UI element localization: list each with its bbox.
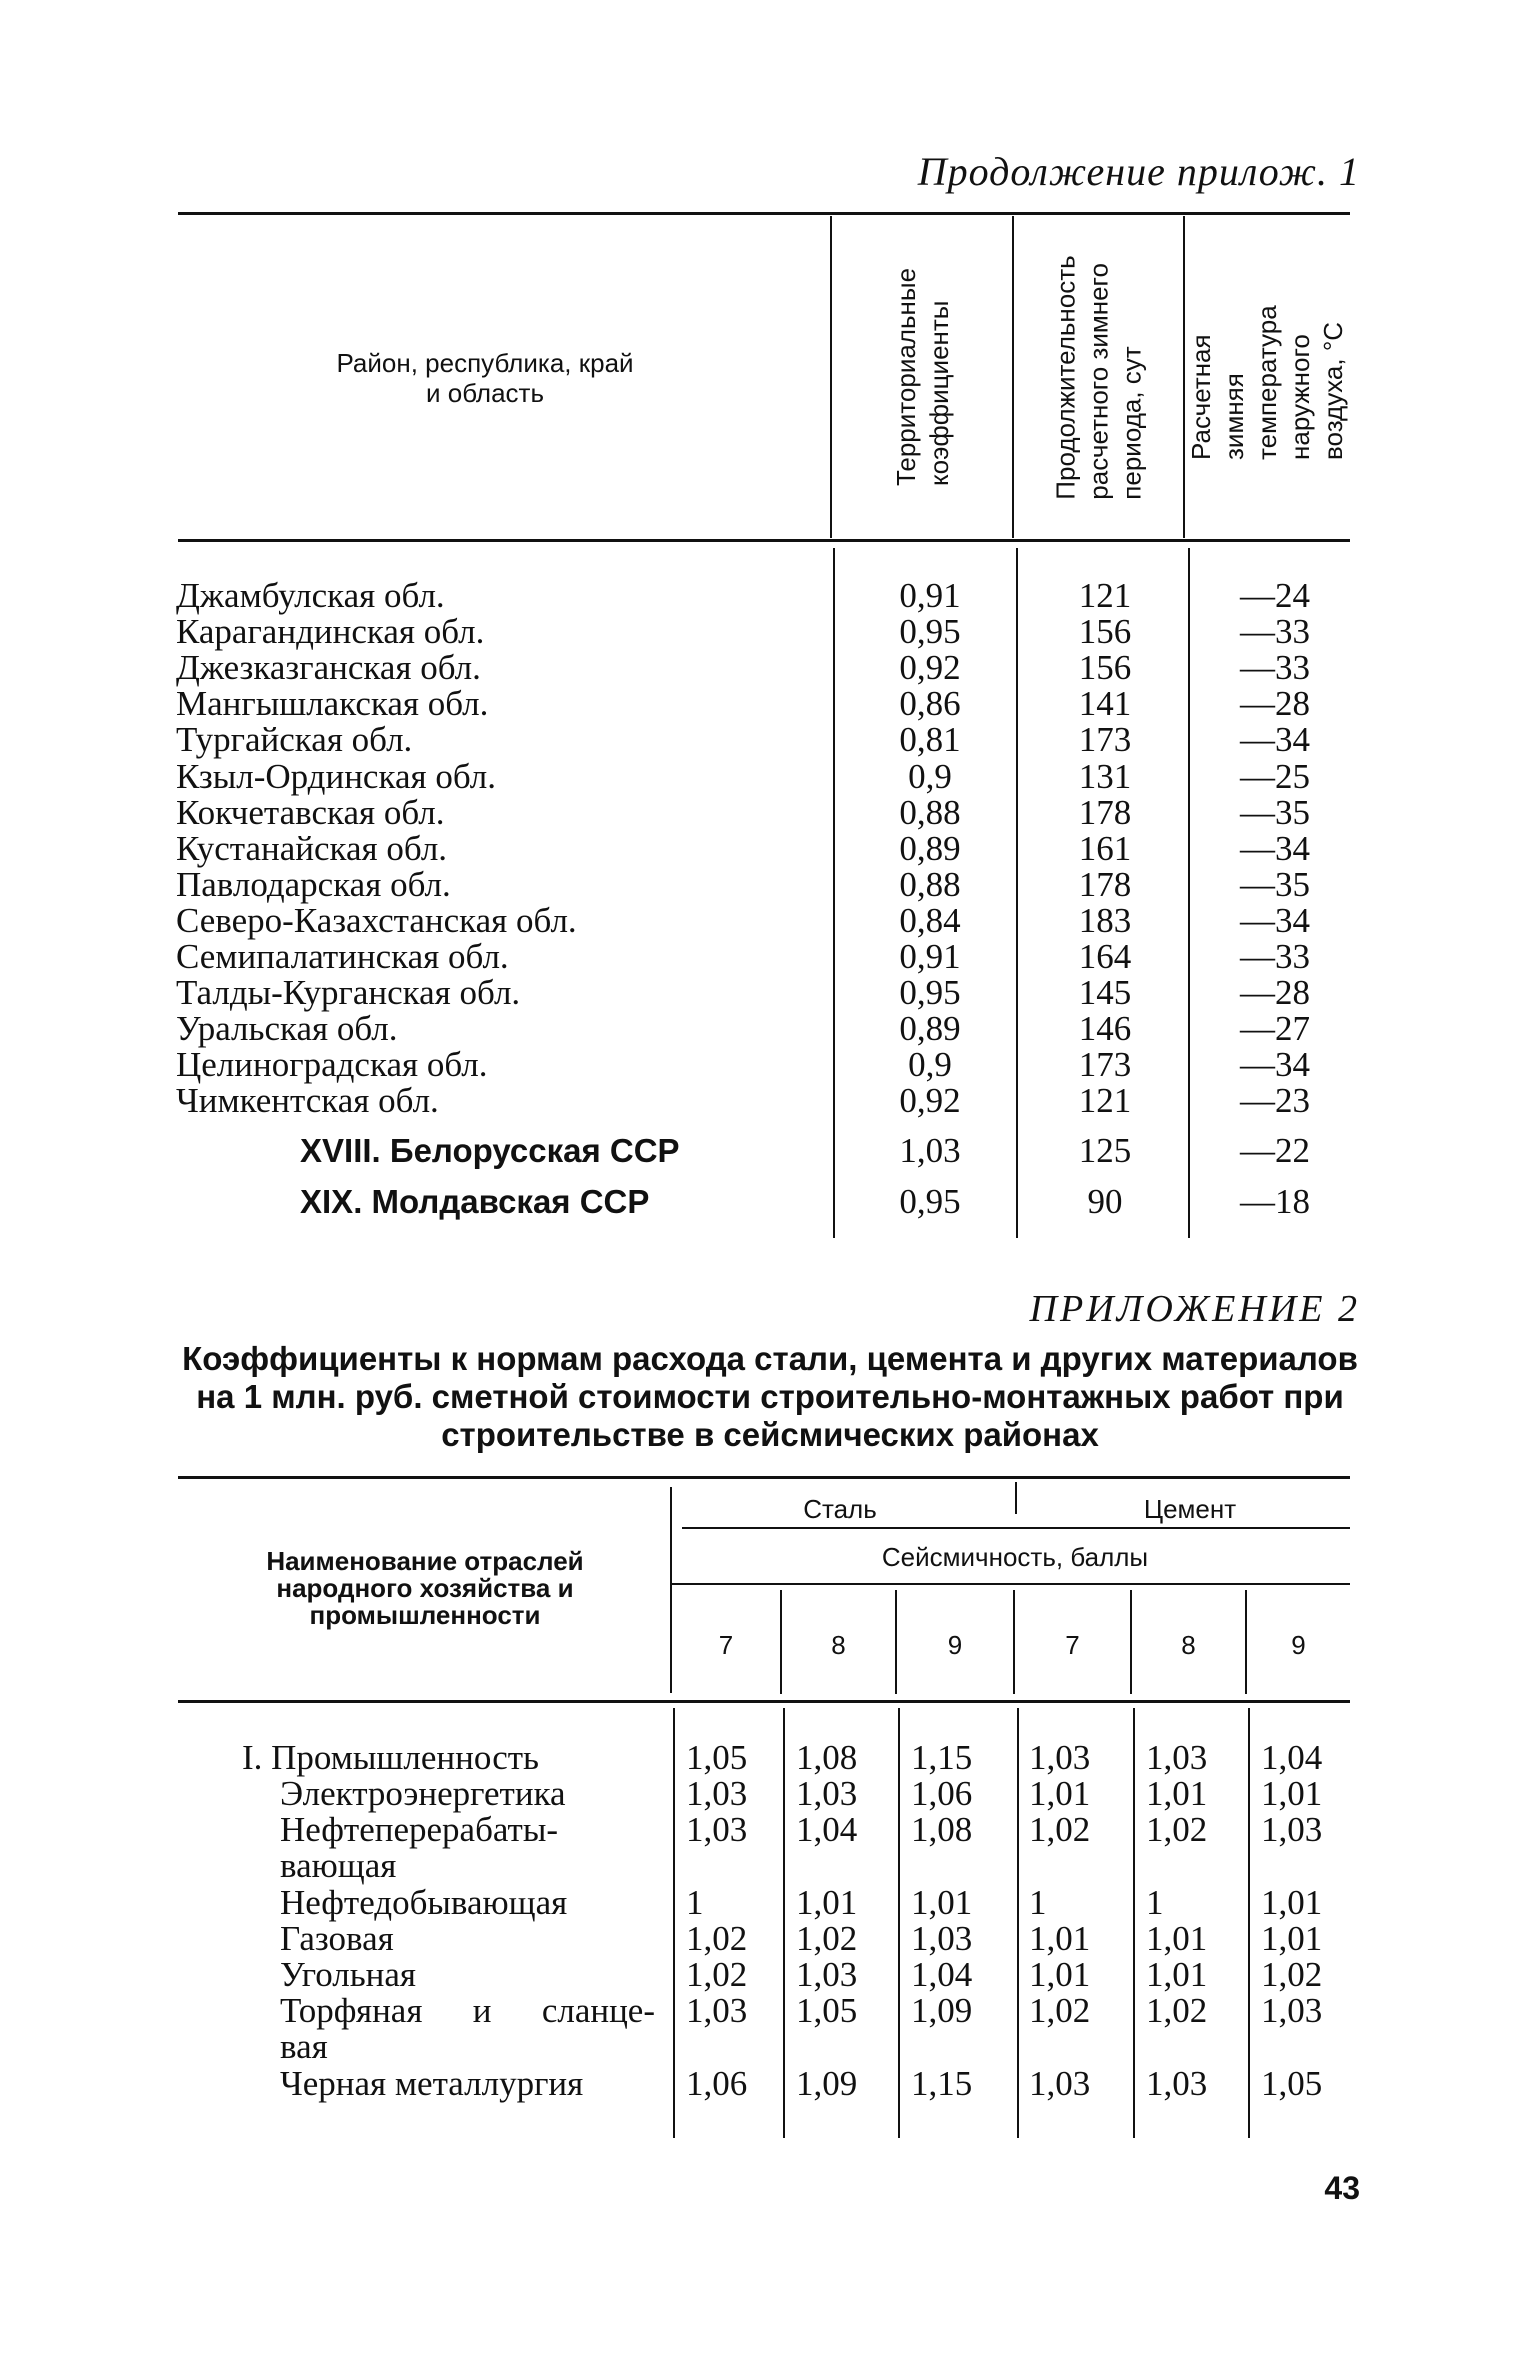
coef-value: 0,91 (899, 937, 961, 976)
temperature-value: —35 (1240, 864, 1310, 904)
duration-value: 125 (1078, 1131, 1132, 1170)
duration-value: 178 (1078, 864, 1132, 904)
table2-col-sep (673, 1708, 675, 2138)
branch-name: Нефтедобывающая (280, 1883, 568, 1922)
duration-value: 173 (1078, 1045, 1132, 1085)
table1-header-rule (178, 539, 1350, 542)
coefficient-value: 1,09 (911, 1991, 973, 2030)
seismic-level: 8 (1181, 1630, 1196, 1660)
coefficient-value: 1,08 (796, 1738, 858, 1777)
coefficient-value: 1,03 (1146, 1738, 1208, 1777)
coefficient-value: 1,06 (911, 1774, 973, 1813)
page-number: 43 (1324, 2170, 1360, 2206)
appendix-title-line: Коэффициенты к нормам расхода стали, цемента и других материалов (182, 1340, 1358, 1377)
branch-name: Газовая (280, 1919, 394, 1958)
coef-value: 0,9 (908, 756, 952, 796)
region-name: Кзыл-Ординская обл. (176, 756, 496, 796)
temperature-value: —24 (1240, 576, 1310, 615)
temperature-value: —25 (1240, 756, 1310, 796)
seismic-level: 9 (1291, 1630, 1306, 1660)
coefficient-value: 1,03 (1261, 1810, 1323, 1849)
region-name: Талды-Курганская обл. (176, 973, 521, 1013)
region-name: Семипалатинская обл. (176, 937, 509, 976)
branch-name: Электроэнергетика (280, 1774, 566, 1813)
coefficient-value: 1,02 (1029, 1991, 1091, 2030)
temperature-value: —28 (1240, 973, 1310, 1013)
coefficient-value: 1,01 (1029, 1955, 1091, 1994)
region-name: Джамбулская обл. (176, 576, 445, 615)
temperature-value: —33 (1240, 648, 1310, 688)
coefficient-value: 1,04 (911, 1955, 973, 1994)
coefficient-value: 1,01 (1261, 1883, 1323, 1922)
branch-name: I. Промышленность (242, 1738, 540, 1777)
duration-value: 90 (1087, 1182, 1123, 1221)
coef-value: 0,81 (899, 720, 961, 760)
region-name: Карагандинская обл. (176, 612, 485, 652)
branch-name-continuation: вающая (280, 1846, 397, 1885)
coefficient-value: 1,03 (686, 1991, 748, 2030)
coefficient-value: 1,01 (1261, 1919, 1323, 1958)
temperature-value: —33 (1240, 612, 1310, 652)
table1-header-duration: Продолжительность расчетного зимнего периода, сут (1050, 254, 1147, 500)
duration-value: 173 (1078, 720, 1132, 760)
region-name: Уральская обл. (176, 1009, 398, 1049)
coefficient-value: 1,02 (1146, 1810, 1208, 1849)
branch-name: Угольная (280, 1955, 417, 1994)
branch-name: Черная металлургия (280, 2064, 584, 2103)
coef-value: 0,95 (899, 1182, 961, 1221)
region-name: Кустанайская обл. (176, 828, 448, 868)
table1-header-duration-cell (1014, 216, 1184, 538)
table2-header-steel: Сталь (803, 1494, 877, 1524)
temperature-value: —34 (1240, 900, 1310, 940)
temperature-value: —28 (1240, 684, 1310, 724)
coefficient-value: 1,03 (686, 1774, 748, 1813)
coefficient-value: 1,01 (1146, 1774, 1208, 1813)
duration-value: 121 (1078, 1081, 1132, 1121)
coefficient-value: 1,03 (1029, 2064, 1091, 2103)
appendix-title-line: строительстве в сейсмических районах (441, 1416, 1099, 1453)
coef-value: 0,95 (899, 612, 961, 652)
temperature-value: —27 (1240, 1009, 1310, 1049)
coef-value: 0,92 (899, 1081, 961, 1121)
temperature-value: —34 (1240, 1045, 1310, 1085)
coef-value: 0,89 (899, 828, 961, 868)
coefficient-value: 1,03 (1029, 1738, 1091, 1777)
table2-col-sep (898, 1708, 900, 2138)
coefficient-value: 1,06 (686, 2064, 748, 2103)
coefficient-value: 1,01 (1261, 1774, 1323, 1813)
coefficient-value: 1,03 (796, 1955, 858, 1994)
duration-value: 156 (1078, 648, 1132, 688)
table2-header-seismicity: Сейсмичность, баллы (881, 1542, 1149, 1572)
republic-name: XVIII. Белорусская ССР (300, 1132, 680, 1169)
temperature-value: —18 (1240, 1182, 1310, 1221)
duration-value: 141 (1078, 684, 1132, 724)
table1-col-sep (1016, 548, 1018, 1238)
duration-value: 121 (1078, 576, 1132, 615)
coefficient-value: 1,02 (1146, 1991, 1208, 2030)
seismic-level: 7 (718, 1630, 734, 1660)
appendix-label: ПРИЛОЖЕНИЕ 2 (1029, 1288, 1360, 1330)
duration-value: 131 (1078, 756, 1132, 796)
coefficient-value: 1 (1146, 1883, 1164, 1922)
coefficient-value: 1,02 (686, 1955, 748, 1994)
coefficient-value: 1,02 (1029, 1810, 1091, 1849)
coefficient-value: 1,03 (1146, 2064, 1208, 2103)
coef-value: 1,03 (899, 1131, 961, 1170)
coef-value: 0,89 (899, 1009, 961, 1049)
coefficient-value: 1,03 (686, 1810, 748, 1849)
coefficient-value: 1,02 (796, 1919, 858, 1958)
temperature-value: —23 (1240, 1081, 1310, 1121)
table2-col-sep (1248, 1708, 1250, 2138)
coefficient-value: 1,01 (1029, 1774, 1091, 1813)
duration-value: 178 (1078, 792, 1132, 832)
coefficient-value: 1,08 (911, 1810, 973, 1849)
coefficient-value: 1,15 (911, 2064, 973, 2103)
coefficient-value: 1,05 (796, 1991, 858, 2030)
coefficient-value: 1,01 (1146, 1919, 1208, 1958)
coef-value: 0,88 (899, 864, 961, 904)
coefficient-value: 1,01 (1146, 1955, 1208, 1994)
table1-col-sep (833, 548, 835, 1238)
region-name: Чимкентская обл. (176, 1081, 439, 1121)
table1-header-coef: Территориальные коэффициенты (891, 267, 955, 487)
table2-header-cement: Цемент (1143, 1494, 1237, 1524)
coef-value: 0,86 (899, 684, 961, 724)
coefficient-value: 1,02 (686, 1919, 748, 1958)
region-name: Целиноградская обл. (176, 1045, 488, 1085)
duration-value: 183 (1078, 900, 1132, 940)
coefficient-value: 1 (686, 1883, 704, 1922)
coefficient-value: 1,05 (1261, 2064, 1323, 2103)
table2-col-sep (1015, 1482, 1017, 1514)
table2-col-sep (1133, 1708, 1135, 2138)
coefficient-value: 1 (1029, 1883, 1047, 1922)
coef-value: 0,88 (899, 792, 961, 832)
seismic-level: 9 (947, 1630, 963, 1660)
duration-value: 156 (1078, 612, 1132, 652)
coefficient-value: 1,01 (796, 1883, 858, 1922)
region-name: Павлодарская обл. (176, 864, 451, 904)
region-name: Мангышлакская обл. (176, 684, 489, 724)
table2-col-sep (783, 1708, 785, 2138)
table2-header-branch: Наименование отраслей народного хозяйства и промышленности (266, 1546, 584, 1630)
region-name: Северо-Казахстанская обл. (176, 900, 577, 940)
temperature-value: —34 (1240, 720, 1310, 760)
coefficient-value: 1,02 (1261, 1955, 1323, 1994)
table1-header-region: Район, республика, край и область (336, 348, 634, 408)
region-name: Джезказганская обл. (176, 648, 481, 688)
republic-name: XIX. Молдавская ССР (300, 1183, 650, 1220)
region-name: Кокчетавская обл. (176, 792, 445, 832)
coefficient-value: 1,03 (796, 1774, 858, 1813)
coefficient-value: 1,04 (1261, 1738, 1323, 1777)
appendix-title (170, 1340, 1370, 1454)
coef-value: 0,95 (899, 973, 961, 1013)
temperature-value: —22 (1240, 1131, 1310, 1170)
duration-value: 145 (1078, 973, 1132, 1013)
table1-header-temperature: Расчетная зимняя температура наружного воздуха, °С (1186, 304, 1348, 460)
table2-top-rule (178, 1476, 1350, 1479)
coefficient-value: 1,05 (686, 1738, 748, 1777)
duration-value: 161 (1078, 828, 1132, 868)
table1-header-temperature-cell (1185, 216, 1350, 538)
appendix-title-line: на 1 млн. руб. сметной стоимости строительно-монтажных работ при (196, 1378, 1344, 1415)
duration-value: 164 (1078, 937, 1132, 976)
coefficient-value: 1,15 (911, 1738, 973, 1777)
temperature-value: —35 (1240, 792, 1310, 832)
table2-col-sep (1017, 1708, 1019, 2138)
table1-col-sep (1188, 548, 1190, 1238)
coefficient-value: 1,03 (911, 1919, 973, 1958)
coef-value: 0,91 (899, 576, 961, 615)
coef-value: 0,9 (908, 1045, 952, 1085)
coef-value: 0,92 (899, 648, 961, 688)
coefficient-value: 1,01 (911, 1883, 973, 1922)
coefficient-value: 1,01 (1029, 1919, 1091, 1958)
table2-seismic-rule (672, 1583, 1350, 1585)
table2-col-sep (670, 1487, 672, 1693)
coefficient-value: 1,04 (796, 1810, 858, 1849)
region-name: Тургайская обл. (176, 720, 413, 760)
table2-header-rule (178, 1700, 1350, 1703)
temperature-value: —34 (1240, 828, 1310, 868)
coef-value: 0,84 (899, 900, 961, 940)
table1-col-sep (830, 216, 832, 538)
branch-name-continuation: вая (280, 2027, 328, 2066)
seismic-level: 8 (831, 1630, 846, 1660)
continuation-title: Продолжение прилож. 1 (917, 149, 1360, 194)
branch-name: Нефтеперерабаты- (280, 1810, 558, 1849)
duration-value: 146 (1078, 1009, 1132, 1049)
seismic-level: 7 (1065, 1630, 1080, 1660)
coefficient-value: 1,03 (1261, 1991, 1323, 2030)
table1-header-coef-cell (834, 216, 1012, 538)
table2-group-rule (682, 1527, 1350, 1529)
branch-name: Торфяная и сланце- (280, 1991, 655, 2030)
coefficient-value: 1,09 (796, 2064, 858, 2103)
temperature-value: —33 (1240, 937, 1310, 976)
table1-top-rule (178, 212, 1350, 215)
